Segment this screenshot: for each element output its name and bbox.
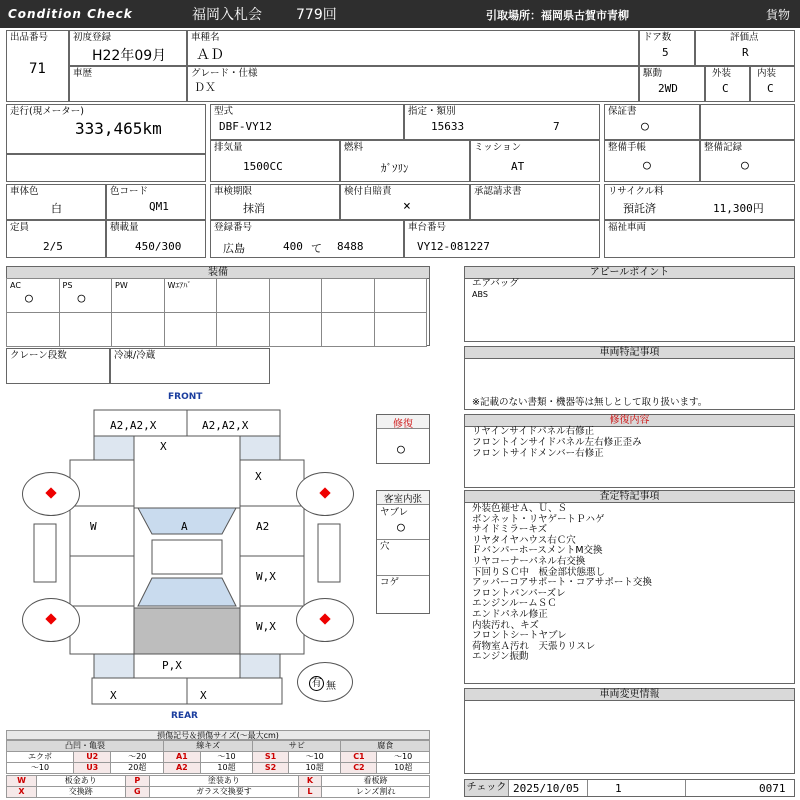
legend-row-4	[7, 787, 430, 798]
inspection-line: アッパーコアサポート・コアサポート交換	[472, 577, 652, 589]
load-value: 450/300	[135, 240, 182, 253]
chassis-box	[404, 220, 600, 258]
grade-box	[187, 66, 639, 102]
equipment-title: 装備	[7, 267, 429, 279]
color-box	[6, 184, 106, 220]
repair-box-label: 修復	[377, 415, 429, 429]
legend-cell: 10超	[288, 763, 341, 774]
equipment-label: PW	[115, 281, 128, 290]
spare-no: 無	[326, 681, 336, 692]
spec-2: 7	[553, 120, 560, 133]
wheel-circle	[22, 472, 80, 516]
mileage-value: 333,465km	[75, 119, 162, 138]
equipment-cell	[269, 312, 323, 347]
legend-table-2	[6, 775, 430, 798]
crane-label: クレーン段数	[10, 350, 67, 361]
plate-area: 広島	[223, 242, 245, 255]
appeal-panel	[464, 266, 795, 342]
plate-kana: て	[311, 242, 322, 255]
record-box	[700, 140, 795, 182]
code-value: QM1	[149, 200, 169, 213]
damage-mark-door-fl: W	[90, 520, 97, 533]
yabure-value: ○	[397, 520, 405, 535]
legend-cell: ～10	[377, 752, 430, 763]
equipment-cell	[164, 278, 218, 313]
damage-mark-door-fr: A2	[256, 520, 270, 533]
check-divider-1	[587, 780, 588, 796]
welfare-box	[604, 220, 795, 258]
ext-box	[705, 66, 750, 102]
change-title: 車両変更情報	[465, 689, 794, 701]
ext-value: C	[722, 82, 729, 95]
auction-name: 福岡入札会	[192, 7, 262, 23]
legend-row-2	[7, 763, 430, 774]
chassis-value: VY12-081227	[417, 240, 490, 253]
equipment-cell	[164, 312, 218, 347]
equipment-value: ○	[25, 291, 33, 306]
lot-number: 71	[29, 61, 46, 77]
legend-cell: エクボ	[7, 752, 74, 763]
crane-box	[6, 348, 110, 384]
special-note: ※記載のない書類・機器等は無しとして取り扱います。	[472, 397, 708, 408]
equipment-cell	[59, 312, 113, 347]
record-value: ○	[741, 158, 749, 173]
doors-value: 5	[662, 46, 669, 59]
model-label: 型式	[214, 106, 234, 117]
disp-box	[210, 140, 340, 182]
fuel-label: 燃料	[344, 142, 364, 153]
equipment-cell	[59, 278, 113, 313]
recycle-status: 預託済	[623, 202, 656, 215]
freezer-box	[110, 348, 270, 384]
insurance-label: 検付自賠責	[344, 186, 392, 197]
name-label: 車種名	[191, 32, 220, 43]
equipment-cell	[216, 312, 270, 347]
score-box	[695, 30, 795, 66]
legend-cell: A1	[164, 752, 201, 763]
wheel-circle	[22, 598, 80, 642]
drive-label: 駆動	[643, 68, 663, 79]
check-date: 2025/10/05	[513, 782, 580, 795]
repair-box	[376, 414, 430, 464]
mission-label: ミッション	[474, 142, 522, 153]
check-label: チェック	[465, 780, 509, 796]
first-reg-label: 初度登録	[73, 32, 112, 43]
koge-label: コゲ	[380, 577, 400, 588]
mission-value: AT	[511, 160, 525, 173]
manual-label: 整備手帳	[608, 142, 647, 153]
record-label: 整備記録	[704, 142, 743, 153]
wheel-circle	[296, 472, 354, 516]
history-label: 車歴	[73, 68, 93, 79]
plate-class: 400	[283, 240, 303, 253]
capacity-box	[6, 220, 106, 258]
inspection-line: フロントバンパーズレ	[472, 587, 566, 599]
inspection-line: エンドパネル修正	[472, 609, 548, 620]
damage-mark-fb-left: A2,A2,X	[110, 419, 157, 432]
inspect-label: 車検期限	[214, 186, 253, 197]
damage-mark-windshield: A	[181, 520, 188, 533]
legend-group-1: 凸凹・亀裂	[7, 741, 164, 752]
capacity-value: 2/5	[43, 240, 63, 253]
legend-cell: 看板跡	[322, 776, 430, 787]
fuel-value: ｶﾞｿﾘﾝ	[381, 162, 409, 175]
inspection-line: リヤタイヤハウス右Ｃ穴	[472, 534, 576, 546]
legend-cell: S1	[253, 752, 289, 763]
legend-table	[6, 740, 430, 774]
legend-cell: 20超	[111, 763, 164, 774]
legend-cell: S2	[253, 763, 289, 774]
legend-cell: ～10	[200, 752, 253, 763]
int-value: C	[767, 82, 774, 95]
tire-marker-icon	[45, 487, 56, 498]
lot-box	[6, 30, 69, 102]
legend-cell: W	[7, 776, 37, 787]
disp-value: 1500CC	[243, 160, 283, 173]
inspection-title: 査定特記事項	[465, 491, 794, 503]
tire-marker-icon	[319, 613, 330, 624]
code-label: 色コード	[110, 186, 149, 197]
inspect-value: 抹消	[243, 202, 265, 215]
equipment-cell	[374, 312, 428, 347]
legend-cell: C2	[341, 763, 377, 774]
claim-box	[470, 184, 600, 220]
interior-divider-2	[377, 575, 429, 576]
model-box	[210, 104, 404, 140]
inspect-box	[210, 184, 340, 220]
legend-cell: U3	[74, 763, 111, 774]
mileage-blank	[6, 154, 206, 182]
chassis-label: 車台番号	[408, 222, 447, 233]
spec-1: 15633	[431, 120, 465, 133]
claim-label: 承認請求書	[474, 186, 522, 197]
damage-mark-fb-right: A2,A2,X	[202, 419, 249, 432]
equipment-cell	[111, 312, 165, 347]
grade-label: グレード・仕様	[191, 68, 258, 79]
int-box	[750, 66, 795, 102]
header-bar	[0, 0, 800, 28]
legend-cell: U2	[74, 752, 111, 763]
check-footer	[464, 779, 795, 797]
car-panels	[34, 410, 340, 704]
inspection-line: ＦバンパーホースメントM交換	[472, 545, 603, 557]
damage-mark-door-rr: W,X	[256, 570, 276, 583]
repair-line-2: フロントインサイドパネル左右修正歪み	[472, 437, 642, 448]
legend-cell: 塗装あり	[149, 776, 298, 787]
equipment-label: AC	[10, 281, 21, 290]
doors-label: ドア数	[643, 32, 672, 43]
name-box	[187, 30, 639, 66]
spare-tire-circle	[297, 662, 353, 702]
spec-label: 指定・類別	[408, 106, 456, 117]
check-code: 0071	[759, 782, 786, 795]
auction-number: 779回	[296, 7, 337, 23]
inspection-line: エンジンルームＳＣ	[472, 598, 557, 610]
warranty-label: 保証書	[608, 106, 637, 117]
model-value: DBF-VY12	[219, 120, 272, 133]
capacity-label: 定員	[10, 222, 30, 233]
load-box	[106, 220, 206, 258]
score-label: 評価点	[730, 32, 759, 43]
tire-marker-icon	[45, 613, 56, 624]
header-left: Condition Check	[8, 7, 133, 21]
legend-cell: P	[125, 776, 149, 787]
inspection-line: リヤコーナーパネル右交換	[472, 556, 586, 567]
grade-value: ＤＸ	[194, 81, 216, 94]
legend-row-1	[7, 752, 430, 763]
repair-title: 修復内容	[465, 415, 794, 427]
damage-mark-qtr-r: W,X	[256, 620, 276, 633]
equipment-value: ○	[77, 291, 86, 306]
car-name: ＡＤ	[196, 47, 224, 63]
legend-cell: C1	[341, 752, 377, 763]
vehicle-category: 貨物	[766, 8, 791, 22]
spec-box	[404, 104, 600, 140]
tire-marker-icon	[319, 487, 330, 498]
equipment-cell	[111, 278, 165, 313]
equipment-cell	[6, 278, 60, 313]
disp-label: 排気量	[214, 142, 243, 153]
inspection-line: フロントシートヤブレ	[472, 630, 567, 642]
legend-cell: 交換跡	[36, 787, 125, 798]
legend-group-4: 腐食	[341, 741, 430, 752]
legend-cell: X	[7, 787, 37, 798]
lot-label: 出品番号	[10, 32, 49, 43]
equipment-cell	[6, 312, 60, 347]
legend-cell: ガラス交換要す	[149, 787, 298, 798]
appeal-line-1: エアバッグ	[472, 278, 519, 289]
first-reg-box	[69, 30, 187, 66]
special-title: 車両特記事項	[465, 347, 794, 359]
mileage-label: 走行(現メーター)	[10, 106, 84, 117]
first-reg-value: H22年09月	[92, 48, 167, 64]
insurance-value: ×	[403, 199, 411, 214]
legend-row-3	[7, 776, 430, 787]
plate-number: 8488	[337, 240, 364, 253]
legend-cell: 10超	[200, 763, 253, 774]
legend-title: 損傷記号＆損傷サイズ(～最大cm)	[6, 730, 430, 740]
damage-mark-fender-r: X	[255, 470, 262, 483]
mission-box	[470, 140, 600, 182]
color-value: 白	[51, 202, 62, 215]
plate-label: 登録番号	[214, 222, 253, 233]
recycle-amount: 11,300円	[713, 202, 764, 215]
inspection-line: 外装色褪せＡ、Ｕ、Ｓ	[472, 503, 568, 514]
legend-cell: L	[298, 787, 321, 798]
legend-group-3: サビ	[253, 741, 341, 752]
history-box	[69, 66, 187, 102]
legend-cell: ～10	[288, 752, 341, 763]
code-box	[106, 184, 206, 220]
manual-box	[604, 140, 700, 182]
equipment-cell	[321, 312, 375, 347]
damage-mark-hood: X	[160, 440, 167, 453]
plate-box	[210, 220, 404, 258]
insurance-box	[340, 184, 470, 220]
appeal-line-2: ABS	[472, 290, 488, 299]
check-num: 1	[615, 782, 622, 795]
legend-cell: レンズ割れ	[322, 787, 430, 798]
ext-label: 外装	[712, 68, 732, 79]
int-label: 内装	[757, 68, 777, 79]
inspection-line: ボンネット・リヤゲートＰハゲ	[472, 513, 605, 525]
manual-value: ○	[643, 158, 651, 173]
fuel-box	[340, 140, 470, 182]
legend-cell: 板金あり	[36, 776, 125, 787]
inspection-line: 荷物室Ａ汚れ 天張りリスレ	[472, 640, 596, 652]
score-value: R	[742, 46, 749, 59]
equipment-label: Wｴｱﾊﾞ	[167, 281, 192, 290]
rear-label: REAR	[171, 711, 198, 721]
legend-cell: 10超	[377, 763, 430, 774]
repair-box-value: ○	[397, 442, 405, 457]
inspection-panel	[464, 490, 795, 684]
warranty-blank	[700, 104, 795, 140]
legend-cell: ～10	[7, 763, 74, 774]
equipment-cell	[269, 278, 323, 313]
inspection-line: 内装汚れ、キズ	[472, 619, 539, 631]
ana-label: 穴	[380, 541, 390, 552]
mileage-box	[6, 104, 206, 154]
legend-cell: A2	[164, 763, 201, 774]
legend-group-2: 線キズ	[164, 741, 253, 752]
wheel-circle	[296, 598, 354, 642]
doors-box	[639, 30, 695, 66]
legend-cell: K	[298, 776, 321, 787]
interior-divider-1	[377, 539, 429, 540]
damage-mark-rear-top: P,X	[162, 659, 182, 672]
equipment-cell	[216, 278, 270, 313]
damage-mark-rb-left: X	[110, 689, 117, 702]
damage-mark-rb-right: X	[200, 689, 207, 702]
interior-box	[376, 490, 430, 614]
legend-cell: ～20	[111, 752, 164, 763]
welfare-label: 福祉車両	[608, 222, 647, 233]
inspection-line: 下回りＳＣ中 板金部状態悪し	[472, 566, 606, 578]
repair-panel	[464, 414, 795, 488]
recycle-box	[604, 184, 795, 220]
inspection-line: サイドミラーキズ	[472, 524, 548, 536]
color-label: 車体色	[10, 186, 39, 197]
repair-line-3: フロントサイドメンバー右修正	[472, 448, 604, 459]
drive-value: 2WD	[658, 82, 678, 95]
recycle-label: リサイクル料	[608, 186, 664, 197]
special-panel	[464, 346, 795, 410]
repair-line-1: リヤインサイドパネル右修正	[472, 426, 595, 437]
equipment-cell	[321, 278, 375, 313]
legend-cell: G	[125, 787, 149, 798]
appeal-title: アピールポイント	[465, 267, 794, 279]
pickup-location: 引取場所：福岡県古賀市青柳	[486, 9, 629, 22]
spare-yes: 有	[309, 676, 324, 691]
equipment-label: PS	[62, 281, 73, 290]
warranty-box	[604, 104, 700, 140]
interior-label: 客室内张	[377, 491, 429, 505]
front-label: FRONT	[168, 392, 203, 402]
inspection-line: エンジン振動	[472, 651, 529, 663]
equipment-cell	[374, 278, 428, 313]
check-divider-2	[685, 780, 686, 796]
freezer-label: 冷凍/冷蔵	[114, 350, 156, 361]
drive-box	[639, 66, 705, 102]
warranty-value: ○	[641, 119, 649, 134]
load-label: 積載量	[110, 222, 139, 233]
change-panel	[464, 688, 795, 774]
yabure-label: ヤブレ	[380, 507, 409, 518]
